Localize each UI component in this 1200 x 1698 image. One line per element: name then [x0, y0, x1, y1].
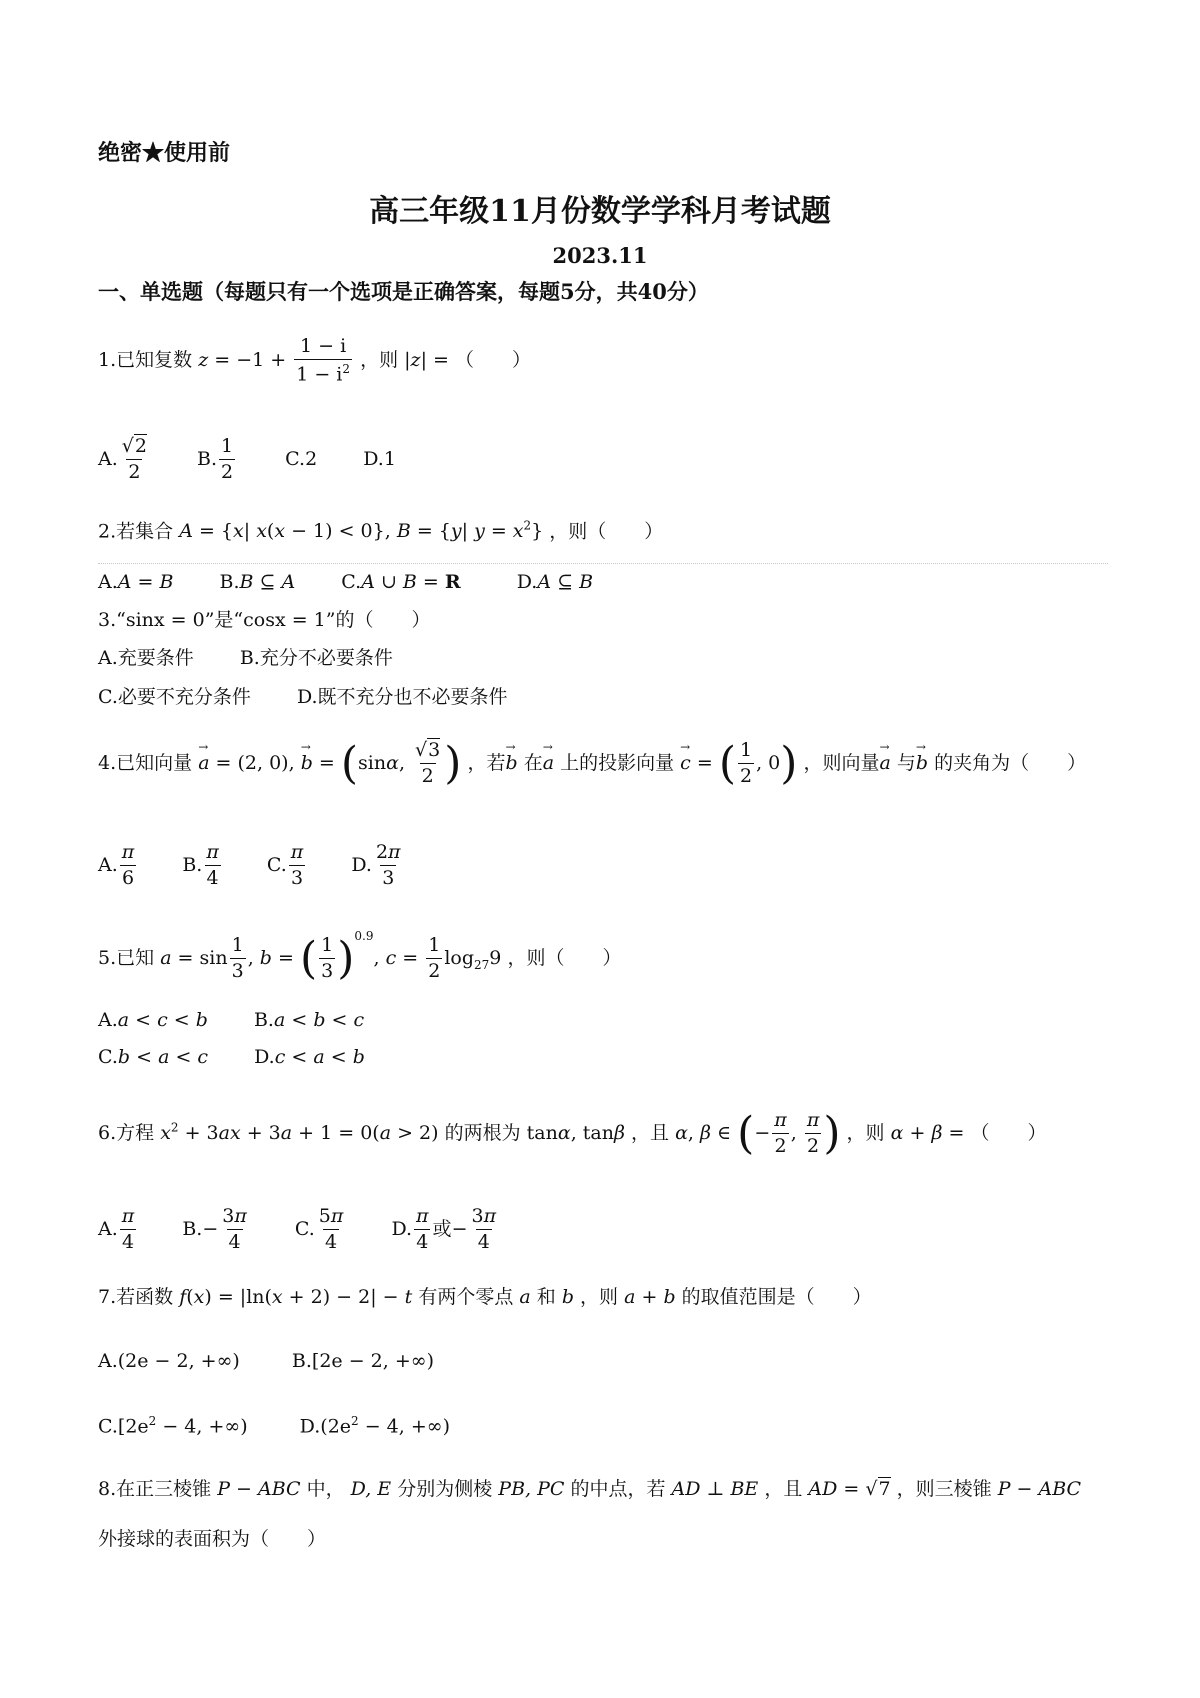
question-2-options	[98, 573, 593, 592]
question-6-options	[98, 1207, 500, 1253]
section-heading: 一、单选题（每题只有一个选项是正确答案，每题5分，共40分）	[98, 279, 709, 304]
question-3-options-row1	[98, 649, 393, 668]
question-8-line2: 外接球的表面积为（ ）	[98, 1528, 327, 1550]
q5-formula: a = sin $\frac{1}{3}$ , b = ( $\frac{1}{3}$ )$^{0.9}$, c = $\frac{1}{2}$ $\log_{27}9$	[160, 929, 502, 984]
q2-option-a[interactable]: A.A = B	[98, 571, 174, 593]
question-6-stem: 6.方程 $x^2 + 3ax + 3a + 1 = 0(a > 2)$ 的两根为 tanα, tanβ ，且 α, β ∈ (− $\frac{\pi}{2}$ , $\frac{\pi}{2}$ ) ，则 α + β = （ ）	[98, 1107, 1047, 1159]
question-2-stem: 2.若集合 A = {x| x(x − 1) < 0}, B = {y| $y = x^2$} ，则（ ）	[98, 519, 664, 543]
q2-option-c[interactable]: C.A ∪ B = R	[341, 571, 461, 593]
q6-option-c[interactable]: C. $\frac{5\pi}{4}$	[294, 1205, 344, 1253]
q2-formula: A = {x| x(x − 1) < 0}, B = {y| $y = x^2$}	[179, 519, 544, 543]
exam-date: 2023.11	[552, 243, 648, 268]
q6-option-a[interactable]: A. $\frac{\pi}{4}$	[98, 1205, 135, 1253]
q4-formula-c: → c = ( $\frac{1}{2}$ , 0)	[680, 752, 797, 774]
q7-function: f(x) = |ln(x + 2) − 2| − t	[179, 1286, 413, 1308]
q6-interval: α, β ∈ (− $\frac{\pi}{2}$ , $\frac{\pi}{2}$ )	[675, 1107, 841, 1159]
q7-option-b[interactable]: B.[2e − 2, +∞)	[291, 1350, 434, 1372]
q6-equation: $x^2 + 3ax + 3a + 1 = 0(a > 2)$	[160, 1120, 439, 1144]
q8-pyramid-2: P − ABC	[997, 1478, 1082, 1500]
q1-option-c[interactable]: C.2	[285, 447, 318, 470]
question-5-stem: 5.已知 a = sin $\frac{1}{3}$ , b = ( $\frac{1}{3}$ )$^{0.9}$, c = $\frac{1}{2}$ $\log_{27}9$ ，则（ ）	[98, 929, 622, 984]
q2-option-b[interactable]: B.B ⊆ A	[219, 571, 296, 593]
q2-option-d[interactable]: D.A ⊆ B	[516, 571, 594, 593]
q5-option-a[interactable]: A.a < c < b	[98, 1009, 208, 1031]
q3-option-d[interactable]: D.既不充分也不必要条件	[296, 686, 508, 708]
q4-option-c[interactable]: C. $\frac{\pi}{3}$	[266, 841, 304, 889]
question-5-options-row2	[98, 1048, 365, 1067]
secret-label: 绝密★使用前	[98, 140, 231, 166]
question-1-stem: 1.已知复数 z = −1 + $\frac{1 - i}{1 - i^2}$ ，则 |z| = （ ）	[98, 335, 531, 386]
question-7-options-row2	[98, 1415, 450, 1436]
q7-option-c[interactable]: $C.[2e^2 - 4$, +∞)	[98, 1414, 248, 1438]
q1-option-b[interactable]: B. $\frac{1}{2}$	[197, 435, 234, 483]
q1-abs-z: |z| =	[404, 349, 449, 372]
question-3-options-row2	[98, 688, 508, 707]
q1-option-d[interactable]: D.1	[363, 447, 396, 470]
q5-option-c[interactable]: C.b < a < c	[98, 1046, 209, 1068]
q1-option-a[interactable]: A. $\frac{√2}{2}$	[98, 435, 147, 483]
question-7-stem: 7.若函数 f(x) = |ln(x + 2) − 2| − t 有两个零点 a 和 b ，则 a + b 的取值范围是（ ）	[98, 1286, 872, 1308]
q4-formula-ab: → a = (2, 0), → b = (sinα, $\frac{√3}{2}$ )	[198, 752, 461, 774]
q3-option-c[interactable]: C.必要不充分条件	[98, 686, 251, 708]
q7-option-d[interactable]: $D.(2e^2 - 4$, +∞)	[299, 1414, 450, 1438]
q8-perp: AD ⊥ BE	[671, 1478, 759, 1500]
q6-option-d[interactable]: D. $\frac{\pi}{4}$ 或− $\frac{3\pi}{4}$	[391, 1205, 497, 1253]
q5-option-b[interactable]: B.a < b < c	[253, 1009, 365, 1031]
q4-option-a[interactable]: A. $\frac{\pi}{6}$	[98, 841, 135, 889]
q4-option-b[interactable]: B. $\frac{\pi}{4}$	[182, 841, 219, 889]
q3-option-b[interactable]: B.充分不必要条件	[239, 647, 393, 669]
q6-option-b[interactable]: B.− $\frac{3\pi}{4}$	[182, 1205, 247, 1253]
question-7-options-row1	[98, 1352, 434, 1371]
question-5-options-row1	[98, 1011, 364, 1030]
q8-points: D, E	[350, 1478, 392, 1500]
exam-title: 高三年级11月份数学学科月考试题	[369, 194, 831, 229]
q3-option-a[interactable]: A.充要条件	[98, 647, 194, 669]
q7-option-a[interactable]: A.(2e − 2, +∞)	[98, 1350, 240, 1372]
q6-roots: tanα, tanβ	[526, 1121, 625, 1144]
question-3-stem: 3.“sinx = 0”是“cosx = 1”的（ ）	[98, 609, 431, 631]
q8-length: AD = √7	[808, 1478, 891, 1500]
q1-formula: z = −1 + $\frac{1 - i}{1 - i^2}$	[198, 335, 351, 386]
question-1-options	[98, 437, 396, 483]
question-4-stem: 4.已知向量 → a = (2, 0), → b = (sinα, $\frac{√3}{2}$ ) ，若→ b 在→ a 上的投影向量 → c = ( $\frac{1}{2}$ , 0) ，则向量→ a 与→ b 的夹角为（ ）	[98, 741, 1086, 787]
question-8-stem: 8.在正三棱锥 P − ABC 中， D, E 分别为侧棱 PB, PC 的中点，若 AD ⊥ BE ，且 AD = √7 ，则三棱锥 P − ABC	[98, 1478, 1082, 1500]
q4-option-d[interactable]: D. $\frac{2\pi}{3}$	[351, 841, 401, 889]
q8-edges: PB, PC	[498, 1478, 565, 1500]
q8-pyramid: P − ABC	[217, 1478, 301, 1500]
q6-sum: α + β =	[890, 1121, 965, 1144]
dotted-divider	[98, 563, 1108, 564]
q7-sum: a + b	[624, 1286, 676, 1308]
q5-option-d[interactable]: D.c < a < b	[254, 1046, 365, 1068]
question-4-options	[98, 843, 405, 889]
